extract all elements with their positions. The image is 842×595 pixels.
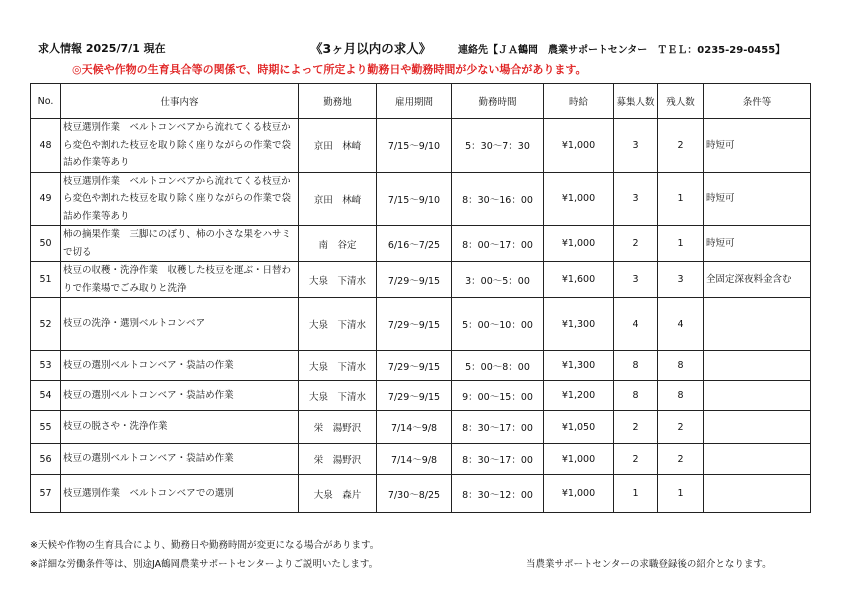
cell-description: 枝豆選別作業 ベルトコンベアから流れてくる枝豆から変色や割れた枝豆を取り除く座りながらの作業で袋詰め作業等あり bbox=[61, 119, 299, 173]
col-header-remaining: 残人数 bbox=[658, 84, 704, 119]
cell-period: 7/29～9/15 bbox=[377, 262, 452, 298]
cell-recruit: 2 bbox=[614, 444, 658, 475]
table-row bbox=[31, 262, 811, 298]
footer-note-details: ※詳細な労働条件等は、別途JA鶴岡農業サポートセンターよりご説明いたします。 bbox=[30, 559, 379, 570]
col-header-wage: 時給 bbox=[544, 84, 614, 119]
cell-no: 56 bbox=[31, 444, 61, 475]
cell-location: 大泉 下清水 bbox=[299, 262, 377, 298]
cell-description: 柿の摘果作業 三脚にのぼり、柿の小さな果をハサミで切る bbox=[61, 226, 299, 262]
cell-recruit: 8 bbox=[614, 381, 658, 411]
table-row bbox=[31, 475, 811, 513]
cell-wage: ¥1,000 bbox=[544, 226, 614, 262]
cell-wage: ¥1,200 bbox=[544, 381, 614, 411]
cell-recruit: 3 bbox=[614, 172, 658, 226]
cell-location: 京田 林崎 bbox=[299, 119, 377, 173]
cell-remaining: 2 bbox=[658, 411, 704, 444]
cell-hours: 5：30～7：30 bbox=[452, 119, 544, 173]
table-header-row bbox=[31, 84, 811, 119]
cell-period: 7/29～9/15 bbox=[377, 381, 452, 411]
cell-wage: ¥1,000 bbox=[544, 119, 614, 173]
cell-remaining: 8 bbox=[658, 351, 704, 381]
cell-hours: 8：00～17：00 bbox=[452, 226, 544, 262]
cell-wage: ¥1,300 bbox=[544, 351, 614, 381]
col-header-description: 仕事内容 bbox=[61, 84, 299, 119]
cell-description: 枝豆の選別ベルトコンベア・袋詰め作業 bbox=[61, 444, 299, 475]
cell-conditions bbox=[704, 475, 811, 513]
cell-recruit: 1 bbox=[614, 475, 658, 513]
page-subtitle: 《3ヶ月以内の求人》 bbox=[310, 41, 432, 56]
cell-conditions: 時短可 bbox=[704, 119, 811, 173]
cell-wage: ¥1,300 bbox=[544, 298, 614, 351]
cell-recruit: 3 bbox=[614, 119, 658, 173]
cell-location: 大泉 下清水 bbox=[299, 298, 377, 351]
cell-wage: ¥1,000 bbox=[544, 475, 614, 513]
cell-description: 枝豆選別作業 ベルトコンベアから流れてくる枝豆から変色や割れた枝豆を取り除く座りながらの作業で袋詰め作業等あり bbox=[61, 172, 299, 226]
cell-conditions: 全固定深夜料金含む bbox=[704, 262, 811, 298]
cell-hours: 8：30～12：00 bbox=[452, 475, 544, 513]
col-header-hours: 勤務時間 bbox=[452, 84, 544, 119]
cell-wage: ¥1,000 bbox=[544, 444, 614, 475]
col-header-period: 雇用期間 bbox=[377, 84, 452, 119]
cell-period: 7/29～9/15 bbox=[377, 351, 452, 381]
cell-period: 7/15～9/10 bbox=[377, 119, 452, 173]
col-header-no: No. bbox=[31, 84, 61, 119]
col-header-location: 勤務地 bbox=[299, 84, 377, 119]
cell-description: 枝豆の洗浄・選別ベルトコンベア bbox=[61, 298, 299, 351]
cell-period: 7/14～9/8 bbox=[377, 444, 452, 475]
cell-period: 7/30～8/25 bbox=[377, 475, 452, 513]
cell-description: 枝豆の選別ベルトコンベア・袋詰の作業 bbox=[61, 351, 299, 381]
cell-location: 京田 林崎 bbox=[299, 172, 377, 226]
table-row bbox=[31, 119, 811, 173]
cell-location: 大泉 下清水 bbox=[299, 351, 377, 381]
cell-description: 枝豆の収穫・洗浄作業 収穫した枝豆を運ぶ・日替わりで作業場でごみ取りと洗浄 bbox=[61, 262, 299, 298]
contact-info: 連絡先【ＪＡ鶴岡 農業サポートセンター ＴＥＬ：0235-29-0455】 bbox=[458, 45, 786, 56]
table-row bbox=[31, 381, 811, 411]
cell-period: 6/16～7/25 bbox=[377, 226, 452, 262]
cell-remaining: 1 bbox=[658, 226, 704, 262]
cell-recruit: 4 bbox=[614, 298, 658, 351]
cell-conditions: 時短可 bbox=[704, 226, 811, 262]
cell-no: 55 bbox=[31, 411, 61, 444]
cell-remaining: 3 bbox=[658, 262, 704, 298]
cell-remaining: 4 bbox=[658, 298, 704, 351]
footer-note-registration: 当農業サポートセンターの求職登録後の紹介となります。 bbox=[526, 559, 772, 570]
table-row bbox=[31, 226, 811, 262]
cell-no: 48 bbox=[31, 119, 61, 173]
table-row bbox=[31, 298, 811, 351]
col-header-recruit: 募集人数 bbox=[614, 84, 658, 119]
cell-hours: 8：30～16：00 bbox=[452, 172, 544, 226]
footer-note-schedule: ※天候や作物の生育具合により、勤務日や勤務時間が変更になる場合があります。 bbox=[30, 540, 380, 551]
cell-conditions bbox=[704, 444, 811, 475]
cell-recruit: 3 bbox=[614, 262, 658, 298]
cell-conditions bbox=[704, 298, 811, 351]
cell-no: 51 bbox=[31, 262, 61, 298]
cell-location: 大泉 森片 bbox=[299, 475, 377, 513]
cell-period: 7/15～9/10 bbox=[377, 172, 452, 226]
cell-recruit: 2 bbox=[614, 226, 658, 262]
cell-no: 50 bbox=[31, 226, 61, 262]
cell-hours: 5：00～10：00 bbox=[452, 298, 544, 351]
cell-location: 栄 湯野沢 bbox=[299, 444, 377, 475]
cell-location: 南 谷定 bbox=[299, 226, 377, 262]
cell-no: 49 bbox=[31, 172, 61, 226]
page-title: 求人情報 2025/7/1 現在 bbox=[38, 42, 166, 55]
cell-conditions bbox=[704, 381, 811, 411]
table-row bbox=[31, 351, 811, 381]
cell-description: 枝豆の脱さや・洗浄作業 bbox=[61, 411, 299, 444]
cell-remaining: 1 bbox=[658, 475, 704, 513]
cell-hours: 3：00～5：00 bbox=[452, 262, 544, 298]
cell-remaining: 2 bbox=[658, 444, 704, 475]
table-row bbox=[31, 444, 811, 475]
cell-no: 54 bbox=[31, 381, 61, 411]
cell-hours: 8：30～17：00 bbox=[452, 411, 544, 444]
cell-hours: 8：30～17：00 bbox=[452, 444, 544, 475]
table-row bbox=[31, 411, 811, 444]
cell-conditions bbox=[704, 411, 811, 444]
cell-period: 7/29～9/15 bbox=[377, 298, 452, 351]
cell-remaining: 2 bbox=[658, 119, 704, 173]
table-row bbox=[31, 172, 811, 226]
cell-wage: ¥1,600 bbox=[544, 262, 614, 298]
cell-wage: ¥1,000 bbox=[544, 172, 614, 226]
cell-hours: 9：00～15：00 bbox=[452, 381, 544, 411]
warning-notice: ◎天候や作物の生育具合等の関係で、時期によって所定より勤務日や勤務時間が少ない場合があります。 bbox=[72, 63, 587, 76]
cell-remaining: 1 bbox=[658, 172, 704, 226]
cell-no: 52 bbox=[31, 298, 61, 351]
cell-description: 枝豆の選別ベルトコンベア・袋詰め作業 bbox=[61, 381, 299, 411]
cell-recruit: 8 bbox=[614, 351, 658, 381]
cell-wage: ¥1,050 bbox=[544, 411, 614, 444]
cell-no: 57 bbox=[31, 475, 61, 513]
job-listing-table bbox=[30, 83, 811, 513]
cell-no: 53 bbox=[31, 351, 61, 381]
cell-hours: 5：00～8：00 bbox=[452, 351, 544, 381]
cell-remaining: 8 bbox=[658, 381, 704, 411]
cell-description: 枝豆選別作業 ベルトコンベアでの選別 bbox=[61, 475, 299, 513]
cell-location: 栄 湯野沢 bbox=[299, 411, 377, 444]
page-header bbox=[38, 40, 818, 56]
cell-recruit: 2 bbox=[614, 411, 658, 444]
cell-conditions bbox=[704, 351, 811, 381]
col-header-conditions: 条件等 bbox=[704, 84, 811, 119]
cell-conditions: 時短可 bbox=[704, 172, 811, 226]
cell-period: 7/14～9/8 bbox=[377, 411, 452, 444]
cell-location: 大泉 下清水 bbox=[299, 381, 377, 411]
